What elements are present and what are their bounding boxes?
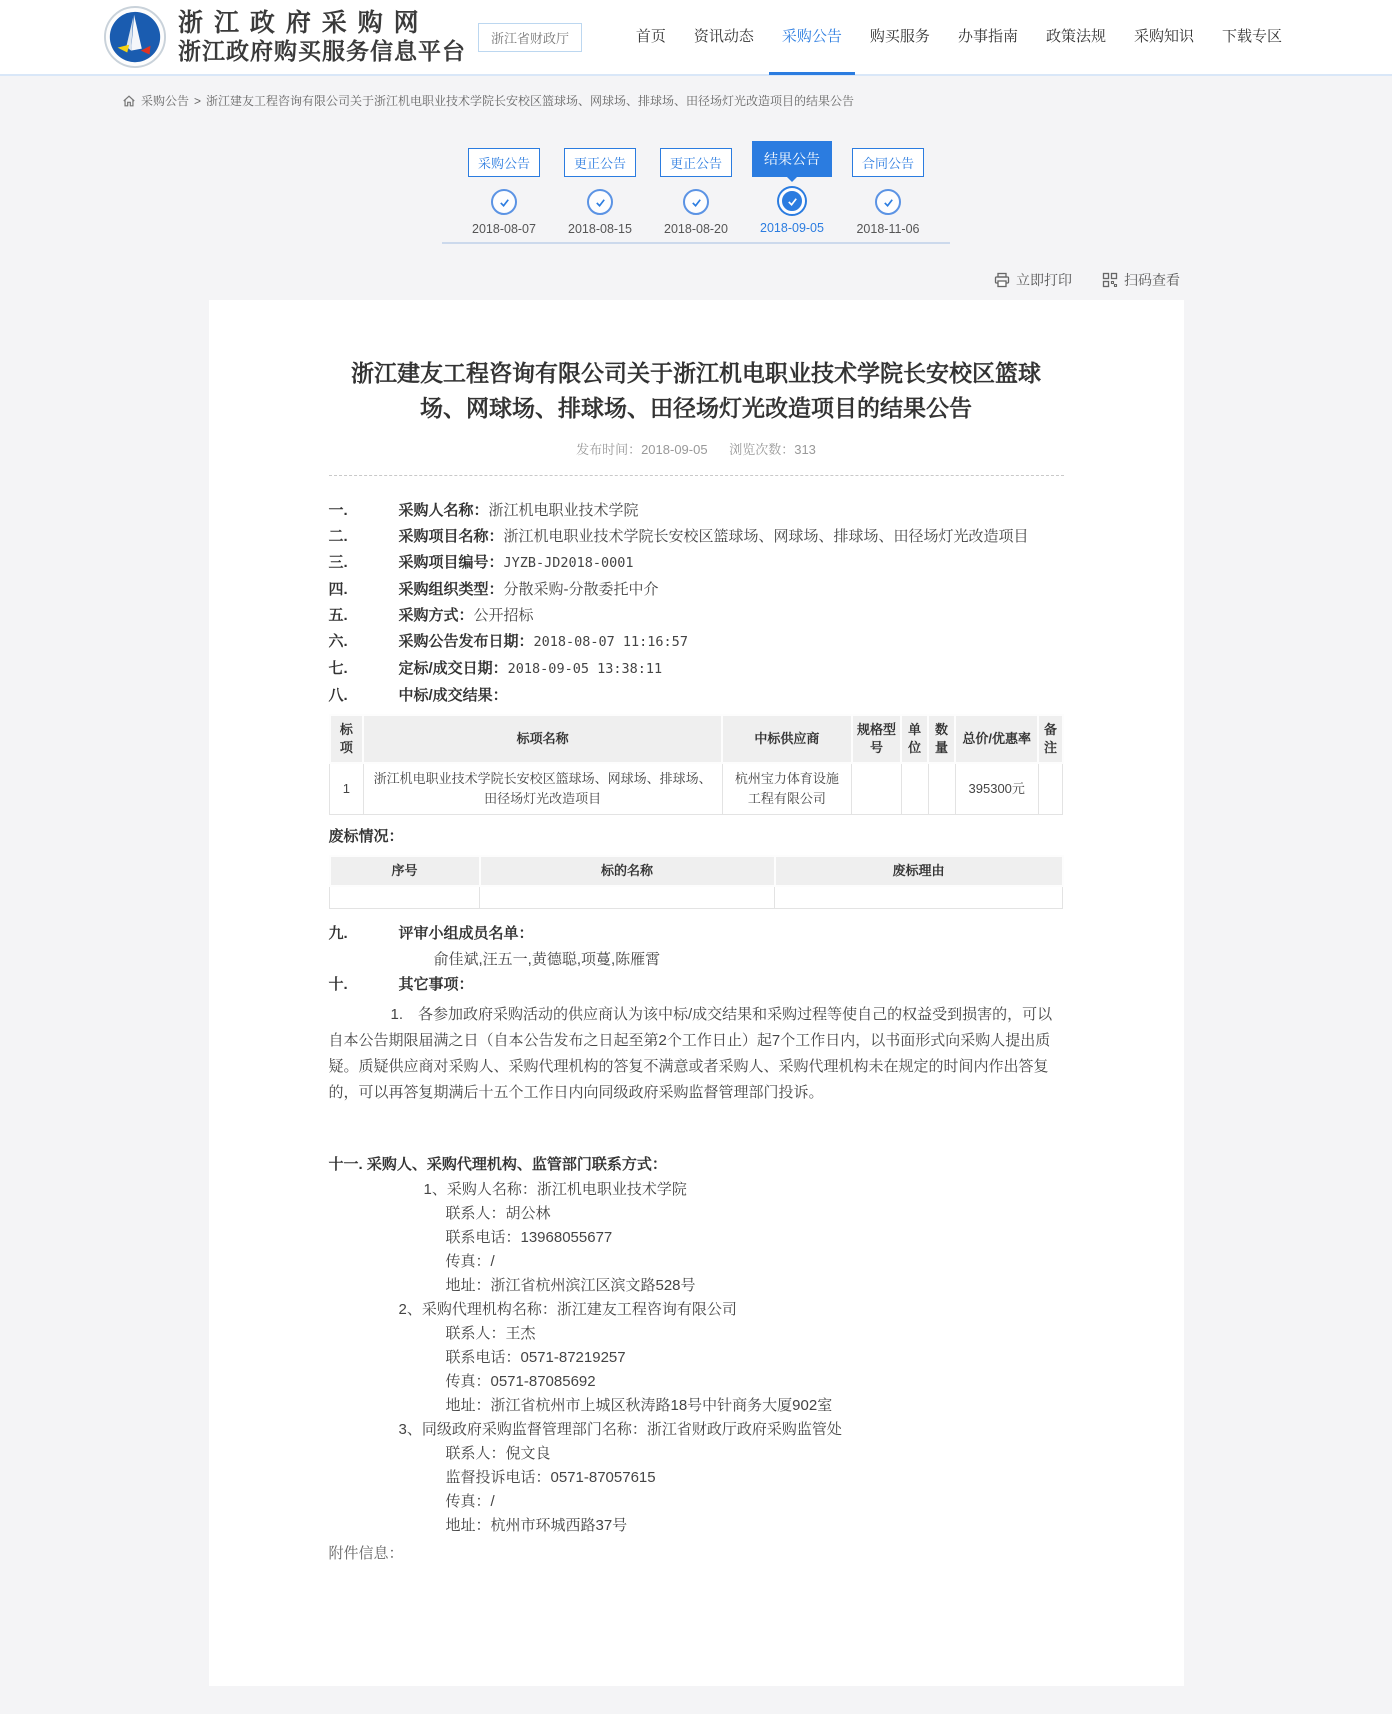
contact-address: 地址：浙江省杭州市上城区秋涛路18号中针商务大厦902室 xyxy=(445,1396,833,1414)
review-panel-members: 俞佳斌,汪五一,黄德聪,项蔓,陈雁霄 xyxy=(433,950,661,968)
article-card xyxy=(209,300,1184,1686)
site-subtitle: 浙江政府购买服务信息平台 xyxy=(178,38,466,64)
timeline-step-correction-2 xyxy=(648,141,744,236)
contact-person: 联系人：胡公林 xyxy=(445,1204,551,1222)
failed-bids-table xyxy=(329,855,1064,909)
step-label[interactable]: 采购公告 xyxy=(468,148,540,177)
breadcrumb-current: 浙江建友工程咨询有限公司关于浙江机电职业技术学院长安校区篮球场、网球场、排球场、田径场灯光改造项目的结果公告 xyxy=(206,94,855,108)
printer-icon xyxy=(994,272,1010,288)
site-header xyxy=(0,0,1392,76)
timeline-steps xyxy=(456,141,936,236)
timeline-step-procurement xyxy=(456,141,552,236)
cell-total-price: 395300元 xyxy=(955,763,1038,815)
item-project-name: 二. 采购项目名称：浙江机电职业技术学院长安校区篮球场、网球场、排球场、田径场灯光改造项目 xyxy=(328,528,1029,545)
nav-item-policies[interactable]: 政策法规 xyxy=(1045,28,1106,45)
item-award-date: 七. 定标/成交日期：2018-09-05 13:38:11 xyxy=(328,660,663,677)
regulator-contact-title: 3、同级政府采购监督管理部门名称：浙江省财政厅政府采购监管处 xyxy=(398,1420,842,1438)
contact-address: 地址：浙江省杭州滨江区滨文路528号 xyxy=(445,1276,696,1294)
item-project-no: 三. 采购项目编号：JYZB-JD2018-0001 xyxy=(328,554,634,571)
table-row xyxy=(330,763,1063,815)
table-row xyxy=(330,886,1063,908)
cell-failed-reason xyxy=(775,886,1063,908)
contact-fax: 传真：/ xyxy=(445,1492,495,1510)
col-lot-name: 标项名称 xyxy=(363,715,722,763)
timeline-step-result-active xyxy=(744,141,840,236)
col-subject-name: 标的名称 xyxy=(480,856,775,886)
item-review-panel: 九. 评审小组成员名单： xyxy=(328,924,534,942)
purchaser-contact-title: 1、采购人名称：浙江机电职业技术学院 xyxy=(423,1180,687,1198)
cell-lot-name: 浙江机电职业技术学院长安校区篮球场、网球场、排球场、田径场灯光改造项目 xyxy=(363,763,722,815)
step-date: 2018-09-05 xyxy=(760,221,824,235)
step-label[interactable]: 合同公告 xyxy=(852,148,924,177)
item-org-type: 四. 采购组织类型：分散采购-分散委托中介 xyxy=(328,581,659,598)
nav-item-knowledge[interactable]: 采购知识 xyxy=(1133,28,1194,45)
nav-item-guide[interactable]: 办事指南 xyxy=(957,28,1018,45)
contact-phone: 联系电话：0571-87219257 xyxy=(445,1348,626,1366)
view-count: 浏览次数：313 xyxy=(729,442,816,457)
cell-remark xyxy=(1038,763,1062,815)
contact-section-heading: 十一. 采购人、采购代理机构、监管部门联系方式： xyxy=(328,1155,667,1173)
item-purchaser: 一. 采购人名称：浙江机电职业技术学院 xyxy=(328,502,639,519)
item-method: 五. 采购方式：公开招标 xyxy=(328,607,534,624)
cell-qty xyxy=(928,763,955,815)
timeline-track xyxy=(442,242,950,244)
page-actions xyxy=(0,270,1180,290)
nav-item-downloads[interactable]: 下载专区 xyxy=(1221,28,1282,45)
award-table-body xyxy=(330,763,1063,815)
notice-timeline xyxy=(456,141,936,236)
attachment-label: 附件信息： xyxy=(328,1544,404,1562)
cell-supplier: 杭州宝力体育设施工程有限公司 xyxy=(722,763,852,815)
col-remark: 备注 xyxy=(1038,715,1062,763)
cell-lot: 1 xyxy=(330,763,364,815)
item-award-result: 八. 中标/成交结果： xyxy=(328,687,508,704)
award-table-head xyxy=(330,715,1063,763)
check-circle-icon xyxy=(491,189,517,215)
cell-subject-name xyxy=(480,886,775,908)
col-unit: 单位 xyxy=(901,715,928,763)
other-matters-paragraph: 1. 各参加政府采购活动的供应商认为该中标/成交结果和采购过程等使自己的权益受到损害的，可以自本公告期限届满之日（自本公告发布之日起至第2个工作日止）起7个工作日内，以书面形式向采购人提出质疑。质疑供应商对采购人、采购代理机构的答复不满意或者采购人、采购代理机构未在规定的时间内作出答复的，可以再答复期满后十五个工作日内向同级政府采购监督管理部门投诉。 xyxy=(328,1005,1053,1101)
site-title: 浙 江 政 府 采 购 网 xyxy=(178,9,421,37)
check-circle-icon xyxy=(683,189,709,215)
timeline-step-contract xyxy=(840,141,936,236)
col-failed-reason: 废标理由 xyxy=(775,856,1063,886)
contact-person: 联系人：倪文良 xyxy=(445,1444,551,1462)
nav-item-procurement-notices[interactable]: 采购公告 xyxy=(768,0,856,75)
site-logo-icon xyxy=(104,6,166,68)
step-date: 2018-08-15 xyxy=(568,222,632,236)
col-spec: 规格型号 xyxy=(852,715,901,763)
cell-unit xyxy=(901,763,928,815)
step-label[interactable]: 结果公告 xyxy=(752,141,832,177)
failed-table-head xyxy=(330,856,1063,886)
check-circle-icon xyxy=(779,188,805,214)
nav-item-news[interactable]: 资讯动态 xyxy=(693,28,754,45)
failed-bids-label: 废标情况： xyxy=(328,828,404,845)
breadcrumb-root[interactable]: 采购公告 xyxy=(141,94,190,108)
failed-table-body xyxy=(330,886,1063,908)
contact-phone: 联系电话：13968055677 xyxy=(445,1228,613,1246)
article-body xyxy=(329,498,1064,1566)
nav-item-purchase-services[interactable]: 购买服务 xyxy=(869,28,930,45)
step-label[interactable]: 更正公告 xyxy=(564,148,636,177)
cell-spec xyxy=(852,763,901,815)
print-button[interactable] xyxy=(994,270,1072,290)
step-date: 2018-08-07 xyxy=(472,222,536,236)
step-label[interactable]: 更正公告 xyxy=(660,148,732,177)
step-date: 2018-08-20 xyxy=(664,222,728,236)
table-header-row xyxy=(330,856,1063,886)
main-nav xyxy=(622,0,1296,75)
site-brand xyxy=(178,9,466,65)
col-supplier: 中标供应商 xyxy=(722,715,852,763)
timeline-step-correction-1 xyxy=(552,141,648,236)
breadcrumb xyxy=(0,76,1392,109)
col-total-price: 总价/优惠率 xyxy=(955,715,1038,763)
cell-seq xyxy=(330,886,480,908)
qr-code-icon xyxy=(1102,272,1118,288)
qr-view-button[interactable] xyxy=(1102,270,1180,290)
col-qty: 数量 xyxy=(928,715,955,763)
contact-address: 地址：杭州市环城西路37号 xyxy=(445,1516,628,1534)
check-circle-icon xyxy=(587,189,613,215)
contact-fax: 传真：/ xyxy=(445,1252,495,1270)
qr-view-label: 扫码查看 xyxy=(1124,272,1180,288)
home-icon xyxy=(122,94,136,108)
step-date: 2018-11-06 xyxy=(856,222,920,236)
contact-section xyxy=(329,1152,1064,1538)
item-other-matters: 十. 其它事项： xyxy=(328,975,474,993)
contact-person: 联系人：王杰 xyxy=(445,1324,536,1342)
table-header-row xyxy=(330,715,1063,763)
award-result-table xyxy=(329,714,1064,815)
contact-phone: 监督投诉电话：0571-87057615 xyxy=(445,1468,656,1486)
dashed-divider xyxy=(329,475,1064,476)
article-title: 浙江建友工程咨询有限公司关于浙江机电职业技术学院长安校区篮球场、网球场、排球场、田径场灯光改造项目的结果公告 xyxy=(351,360,1041,421)
check-circle-icon xyxy=(875,189,901,215)
article-meta xyxy=(329,439,1064,458)
col-seq: 序号 xyxy=(330,856,480,886)
nav-item-home[interactable]: 首页 xyxy=(635,28,666,45)
col-lot: 标项 xyxy=(330,715,364,763)
department-badge: 浙江省财政厅 xyxy=(478,23,582,52)
item-announce-date: 六. 采购公告发布日期：2018-08-07 11:16:57 xyxy=(328,633,688,650)
breadcrumb-separator: > xyxy=(194,93,202,108)
contact-fax: 传真：0571-87085692 xyxy=(445,1372,596,1390)
agency-contact-title: 2、采购代理机构名称：浙江建友工程咨询有限公司 xyxy=(398,1300,737,1318)
publish-time: 发布时间：2018-09-05 xyxy=(576,442,708,457)
print-label: 立即打印 xyxy=(1016,272,1072,288)
